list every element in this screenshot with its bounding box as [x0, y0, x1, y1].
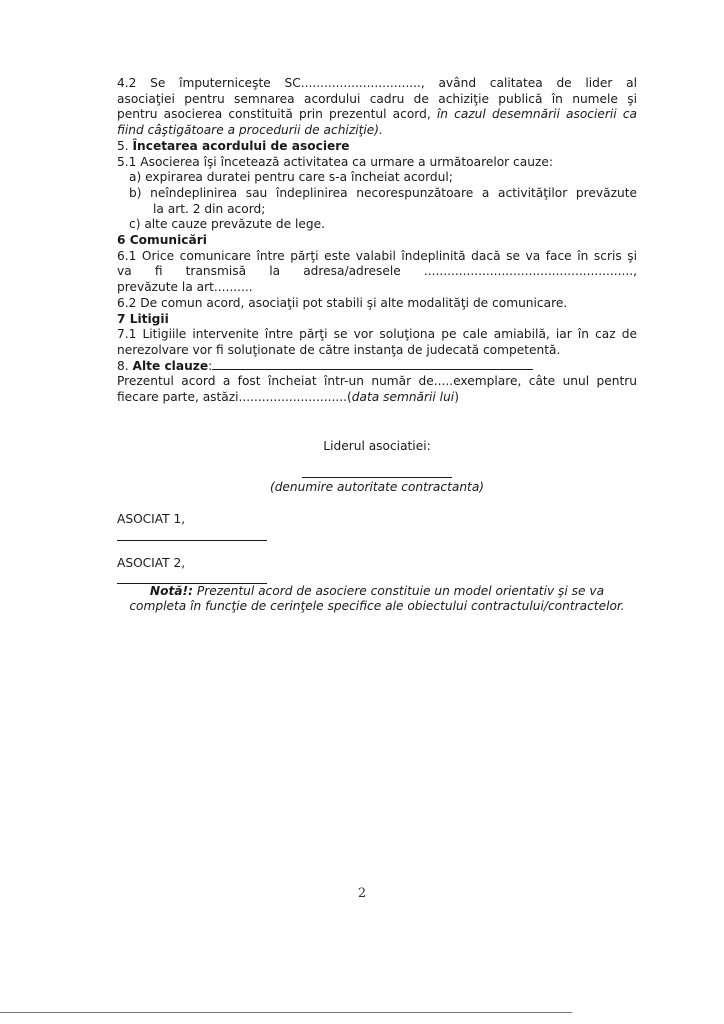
note-label: Notă!: [149, 583, 193, 598]
paragraph-6-1-line-1: 6.1 Orice comunicare între părţi este valabil îndeplinită dacă se va face în scris şi [117, 248, 637, 263]
associate-1-signature-line [117, 539, 267, 541]
section-6-heading [117, 233, 637, 249]
paragraph-8-line-2 [117, 390, 637, 406]
section-5-heading [117, 139, 637, 155]
paragraph-8-italic: data semnării lui [351, 390, 455, 405]
blank-line [212, 359, 533, 370]
paragraph-7-1-line-2: nerezolvare vor fi soluţionate de către instanţa de judecată competentă. [117, 342, 561, 357]
paragraph-6-2: 6.2 De comun acord, asociaţii pot stabili şi alte modalităţi de comunicare. [117, 295, 568, 310]
authority-caption-text: (denumire autoritate contractanta) [269, 480, 485, 495]
document-body [117, 76, 637, 615]
section-8-title: Alte clauze [132, 358, 209, 373]
note-text-2: completa în funcţie de cerinţele specifice ale obiectului contractului/contractelor. [129, 599, 625, 614]
authority-caption [117, 480, 637, 496]
paragraph-4-2-line-2: asociaţiei pentru semnarea acordului cadru de achiziţie publică în numele şi [117, 91, 637, 106]
paragraph-4-2-text: pentru asocierea constituită prin prezentul acord, [117, 107, 437, 122]
list-item-c: c) alte cauze prevăzute de lege. [129, 217, 326, 232]
paragraph-4-2-line-3 [117, 107, 637, 123]
paragraph-4-2-italic-end: fiind câştigătoare a procedurii de achiziţie). [117, 123, 383, 138]
list-item-b-line-1: b) neîndeplinirea sau îndeplinirea necorespunzătoare a activităţilor prevăzute [129, 185, 637, 200]
paragraph-4-2-italic: în cazul desemnării asocierii ca [436, 107, 637, 122]
paragraph-5-1: 5.1 Asocierea îşi încetează activitatea ca urmare a următoarelor cauze: [117, 154, 553, 169]
paragraph-8-line-1: Prezentul acord a fost încheiat într-un număr de.....exemplare, câte unul pentru [117, 374, 637, 389]
associate-2-label: ASOCIAT 2, [117, 555, 186, 570]
section-8-number: 8. [117, 358, 133, 373]
signature-line [302, 476, 452, 478]
paragraph-7-1-line-1: 7.1 Litigiile intervenite între părţi se vor soluţiona pe cale amiabilă, iar în caz de [117, 327, 637, 342]
section-5-number: 5. [117, 138, 133, 153]
list-item-a: a) expirarea duratei pentru care s-a încheiat acordul; [129, 170, 453, 185]
associate-1-label: ASOCIAT 1, [117, 512, 186, 527]
paragraph-6-1-line-2: va fi transmisă la adresa/adresele ......................................................, [117, 264, 637, 279]
note-line-2 [117, 599, 637, 615]
section-6-title: 6 Comunicări [117, 233, 207, 248]
page-number: 2 [357, 886, 367, 901]
section-8-colon: : [208, 358, 213, 373]
paragraph-4-2-line-4 [117, 123, 637, 139]
section-7-heading [117, 312, 637, 328]
section-7-title: 7 Litigii [117, 311, 169, 326]
paragraph-6-1-line-3: prevăzute la art.......... [117, 280, 253, 295]
signature-block [117, 476, 637, 478]
paragraph-8-end: ) [454, 390, 459, 405]
note-text-1: Prezentul acord de asociere constituie un model orientativ şi se va [192, 583, 605, 598]
section-8-heading [117, 359, 637, 375]
note-line-1 [117, 584, 637, 600]
list-item-b-line-2: la art. 2 din acord; [153, 201, 266, 216]
paragraph-4-2-line-1: 4.2 Se împuterniceşte SC..............................., având calitatea de lider al [117, 76, 637, 90]
section-5-title: Încetarea acordului de asociere [132, 138, 350, 153]
leader-label: Liderul asociatiei: [323, 438, 431, 453]
footer-divider [0, 1012, 572, 1013]
paragraph-8-text: fiecare parte, astăzi............................( [117, 390, 352, 405]
